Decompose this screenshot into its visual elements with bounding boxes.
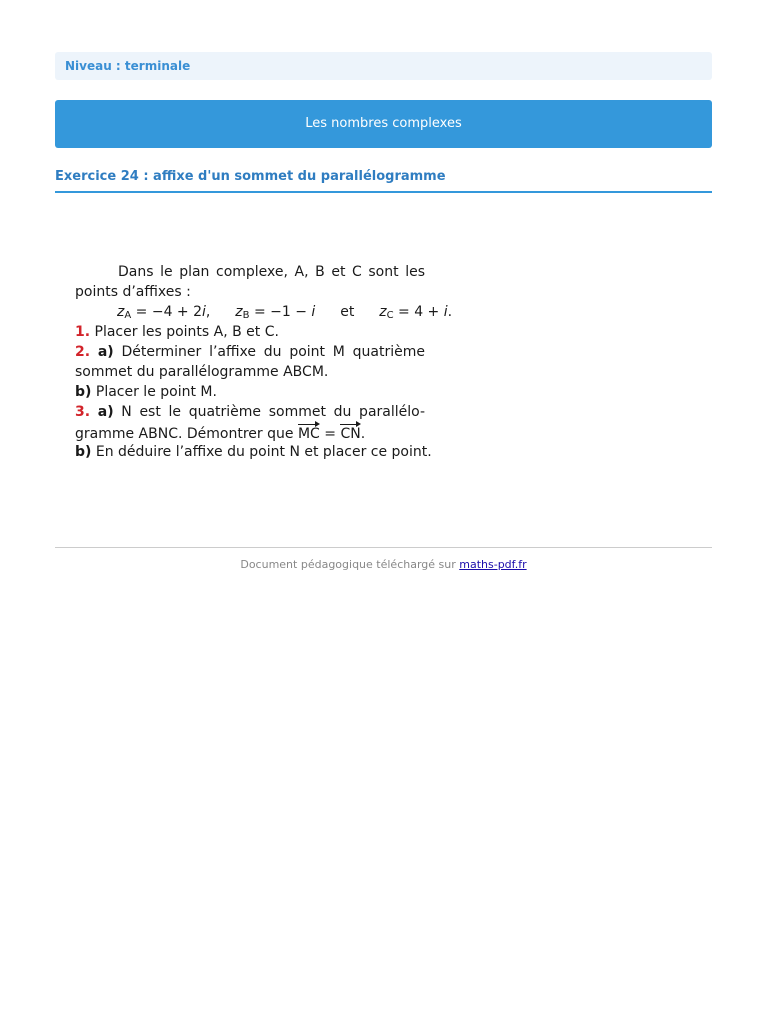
- question-3-number: 3.: [75, 404, 91, 420]
- question-1: [75, 322, 425, 342]
- question-3a-text-2: gramme ABNC. Démontrer que: [75, 426, 298, 442]
- vector-cn: CN: [340, 422, 360, 444]
- question-3a-line-1: [75, 402, 425, 422]
- question-2a-label: a): [97, 344, 114, 360]
- question-2a-text: Déterminer l’affixe du point M quatrième: [121, 344, 426, 360]
- question-1-text: Placer les points A, B et C.: [94, 324, 279, 340]
- footer: [55, 558, 712, 571]
- question-3a-label: a): [97, 404, 114, 420]
- footer-link[interactable]: maths-pdf.fr: [459, 558, 527, 571]
- chapter-title-banner: Les nombres complexes: [55, 100, 712, 148]
- question-2b: [75, 382, 425, 402]
- question-3b-label: b): [75, 444, 92, 460]
- question-3a-line-2: gramme ABNC. Démontrer que MC = CN.: [75, 422, 425, 442]
- question-3b-text: En déduire l’affixe du point N et placer ce point.: [95, 444, 432, 460]
- question-2a-line-2: sommet du parallélogramme ABCM.: [75, 364, 329, 380]
- zb-expression: $z_B = -1 - i$: [235, 304, 316, 321]
- intro-line-1: Dans le plan complexe, A, B et C sont les: [118, 264, 425, 280]
- level-label: Niveau : terminale: [55, 52, 712, 80]
- zc-expression: $z_C = 4 + i$.: [379, 304, 453, 321]
- question-2b-text: Placer le point M.: [95, 384, 217, 400]
- question-1-number: 1.: [75, 324, 91, 340]
- intro-line-2: points d’affixes :: [75, 284, 191, 300]
- question-3a-text: N est le quatrième sommet du parallélo-: [121, 404, 426, 420]
- and-word: et: [340, 304, 355, 320]
- footer-divider: [55, 547, 712, 548]
- question-2b-label: b): [75, 384, 92, 400]
- vector-mc: MC: [298, 422, 320, 444]
- question-2a-line-1: [75, 342, 425, 362]
- footer-text: Document pédagogique téléchargé sur: [240, 558, 460, 571]
- za-expression: $z_A = -4 + 2i$,: [117, 304, 211, 321]
- question-2-number: 2.: [75, 344, 91, 360]
- exercise-title: Exercice 24 : affixe d'un sommet du parallélogramme: [55, 168, 712, 193]
- affixes-line: [75, 302, 453, 322]
- exercise-statement: [75, 262, 453, 462]
- question-3b: [75, 442, 432, 462]
